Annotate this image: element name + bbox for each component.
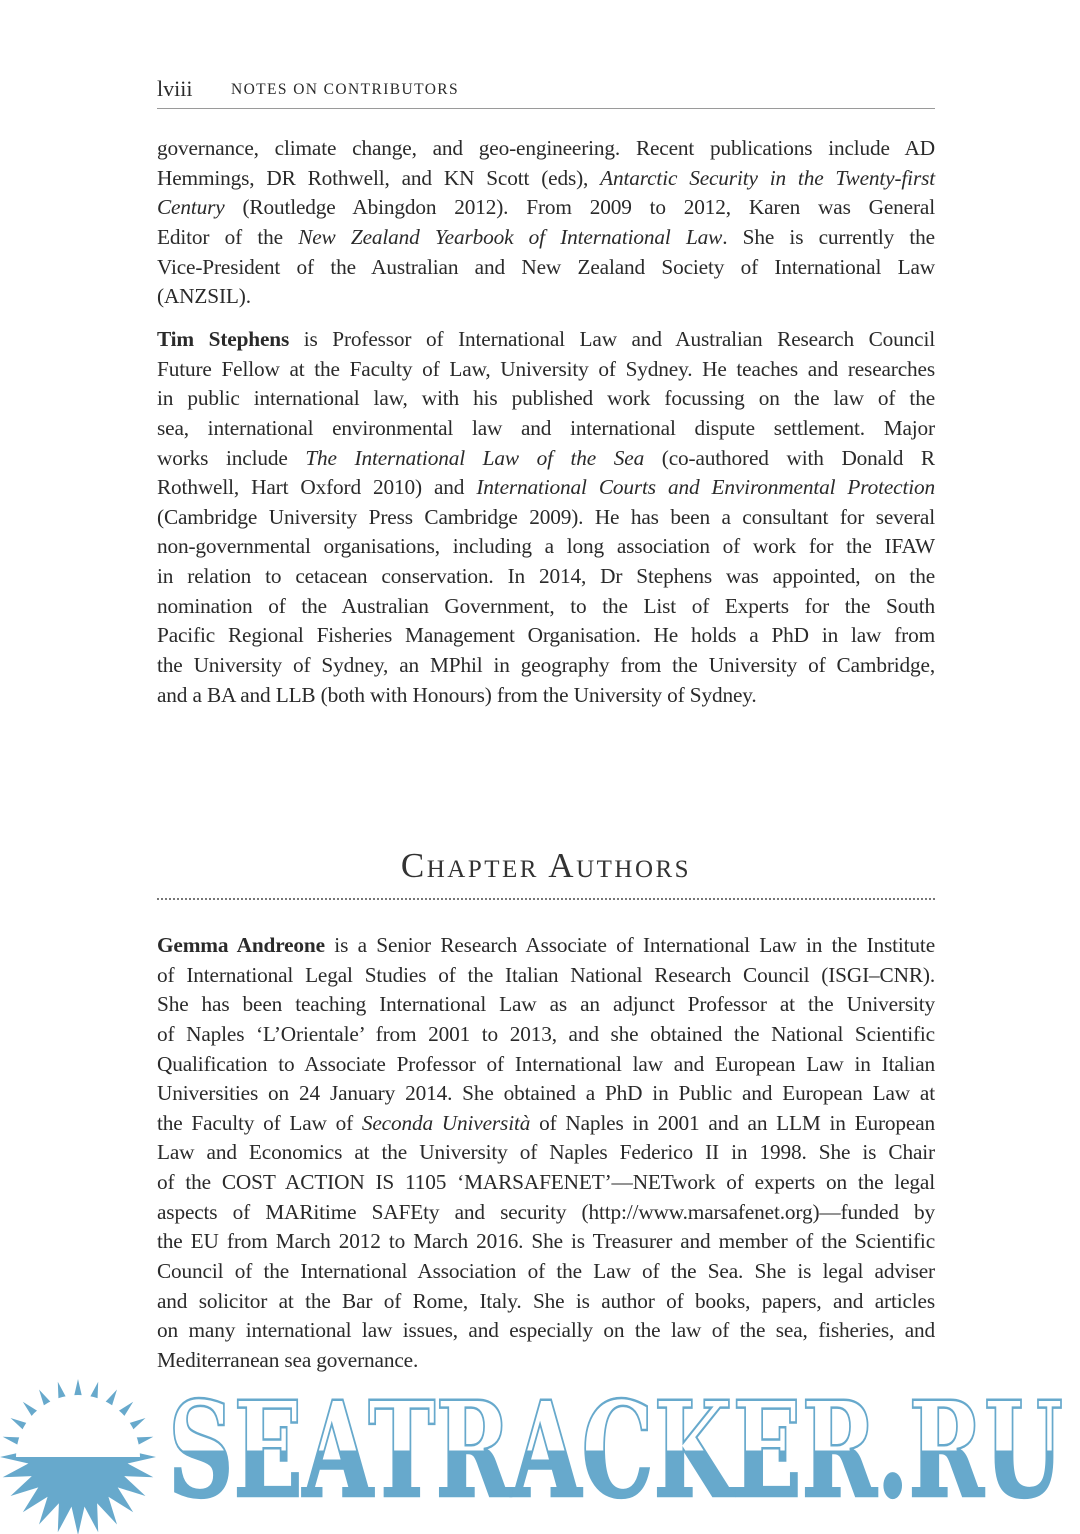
text-run: is Professor of International Law and Australian Research Council	[289, 327, 935, 351]
running-title: NOTES ON CONTRIBUTORS	[231, 81, 460, 98]
text-line	[157, 681, 935, 711]
text-line	[157, 325, 935, 355]
dotted-divider	[157, 898, 935, 900]
contributor-name: Tim Stephens	[157, 327, 290, 351]
text-run: Future Fellow at the Faculty of Law, University of Sydney. He teaches and researches	[157, 356, 935, 381]
italic-title: Antarctic Security in the Twenty-first	[600, 165, 935, 190]
text-line	[157, 164, 935, 194]
italic-title: International Courts and Environmental Protection	[476, 475, 935, 500]
text-run: nomination of the Australian Government, to the List of Experts for the South	[157, 593, 935, 618]
text-run: aspects of MARitime SAFEty and security (http://www.marsafenet.org)—funded by	[157, 1199, 935, 1224]
text-run: Mediterranean sea governance.	[157, 1347, 419, 1372]
italic-title: Century	[157, 195, 225, 220]
sun-icon	[0, 1379, 156, 1534]
text-run: (co-authored with Donald R	[644, 445, 935, 470]
text-run: Editor of the	[157, 224, 299, 249]
watermark-logo	[0, 1372, 1080, 1534]
running-header	[157, 74, 935, 109]
contributor-bio-continued	[157, 134, 935, 312]
text-run: (ANZSIL).	[157, 284, 251, 309]
text-line	[157, 414, 935, 444]
text-run: of International Legal Studies of the Italian National Research Council (ISGI–CNR).	[157, 962, 935, 987]
text-line	[157, 1257, 935, 1287]
section-heading: Chapter Authors	[400, 846, 692, 885]
text-line	[157, 1168, 935, 1198]
text-line	[157, 384, 935, 414]
text-line	[157, 592, 935, 622]
text-line	[157, 1138, 935, 1168]
text-line	[157, 1079, 935, 1109]
text-line	[157, 134, 935, 164]
text-run: the EU from March 2012 to March 2016. She is Treasurer and member of the Scientific	[157, 1229, 935, 1254]
text-run: Universities on 24 January 2014. She obtained a PhD in Public and European Law at	[157, 1081, 935, 1106]
text-run: of Naples ‘L’Orientale’ from 2001 to 2013, and she obtained the National Scientific	[157, 1021, 935, 1046]
text-run: Law and Economics at the University of Naples Federico II in 1998. She is Chair	[157, 1140, 935, 1165]
text-line	[157, 1316, 935, 1346]
text-line	[157, 1020, 935, 1050]
text-line	[157, 562, 935, 592]
text-line	[157, 931, 935, 961]
text-run: of Naples in 2001 and an LLM in European	[530, 1110, 936, 1135]
text-run: the University of Sydney, an MPhil in geography from the University of Cambridge,	[157, 653, 935, 678]
watermark-text: SEATRACKER.RU	[168, 1373, 1063, 1528]
text-line	[157, 1287, 935, 1317]
text-line	[157, 1109, 935, 1139]
text-run: is a Senior Research Associate of International Law in the Institute	[324, 933, 935, 957]
text-run: non-governmental organisations, including a long association of work for the IFAW	[157, 534, 935, 559]
italic-title: The International Law of the Sea	[305, 445, 645, 470]
text-run: works include	[157, 445, 306, 470]
text-line	[157, 355, 935, 385]
text-line	[157, 1198, 935, 1228]
italic-title: Seconda Università	[361, 1110, 531, 1135]
text-run: Hemmings, DR Rothwell, and KN Scott (eds),	[157, 165, 601, 190]
text-run: Council of the International Association of the Law of the Sea. She is legal adviser	[157, 1259, 935, 1284]
text-run: Pacific Regional Fisheries Management Organisation. He holds a PhD in law from	[157, 623, 935, 648]
text-line	[157, 621, 935, 651]
text-run: and solicitor at the Bar of Rome, Italy. She is author of books, papers, and articles	[157, 1288, 935, 1313]
text-line	[157, 444, 935, 474]
contributor-bio-tim-stephens	[157, 325, 935, 710]
contributor-bio-gemma-andreone	[157, 931, 935, 1376]
text-line	[157, 282, 935, 312]
text-line	[157, 651, 935, 681]
text-line	[157, 473, 935, 503]
text-run: and a BA and LLB (both with Honours) from the University of Sydney.	[157, 682, 757, 707]
text-line	[157, 961, 935, 991]
text-run: on many international law issues, and especially on the law of the sea, fisheries, and	[157, 1318, 935, 1343]
text-line	[157, 990, 935, 1020]
text-run: (Cambridge University Press Cambridge 2009). He has been a consultant for several	[157, 504, 935, 529]
text-line	[157, 223, 935, 253]
text-run: in public international law, with his published work focussing on the law of the	[157, 386, 935, 411]
text-run: Rothwell, Hart Oxford 2010) and	[157, 475, 477, 500]
text-line	[157, 532, 935, 562]
text-run: of the COST ACTION IS 1105 ‘MARSAFENET’—NETwork of experts on the legal	[157, 1170, 935, 1195]
text-run: Vice-President of the Australian and New Zealand Society of International Law	[157, 254, 935, 279]
text-run: (Routledge Abingdon 2012). From 2009 to 2012, Karen was General	[224, 195, 935, 220]
text-run: governance, climate change, and geo-engineering. Recent publications include AD	[157, 136, 935, 160]
page-number: lviii	[157, 76, 193, 101]
text-run: She has been teaching International Law as an adjunct Professor at the University	[157, 992, 935, 1017]
text-line	[157, 1050, 935, 1080]
text-run: in relation to cetacean conservation. In 2014, Dr Stephens was appointed, on the	[157, 564, 935, 589]
text-line	[157, 1227, 935, 1257]
text-line	[157, 503, 935, 533]
text-run: sea, international environmental law and international dispute settlement. Major	[157, 415, 935, 440]
text-run: Qualification to Associate Professor of International law and European Law in Italian	[157, 1051, 935, 1076]
italic-title: New Zealand Yearbook of International Law	[298, 224, 723, 249]
text-run: the Faculty of Law of	[157, 1110, 362, 1135]
text-line	[157, 193, 935, 223]
text-line	[157, 253, 935, 283]
contributor-name: Gemma Andreone	[157, 933, 325, 957]
text-run: . She is currently the	[722, 224, 935, 249]
